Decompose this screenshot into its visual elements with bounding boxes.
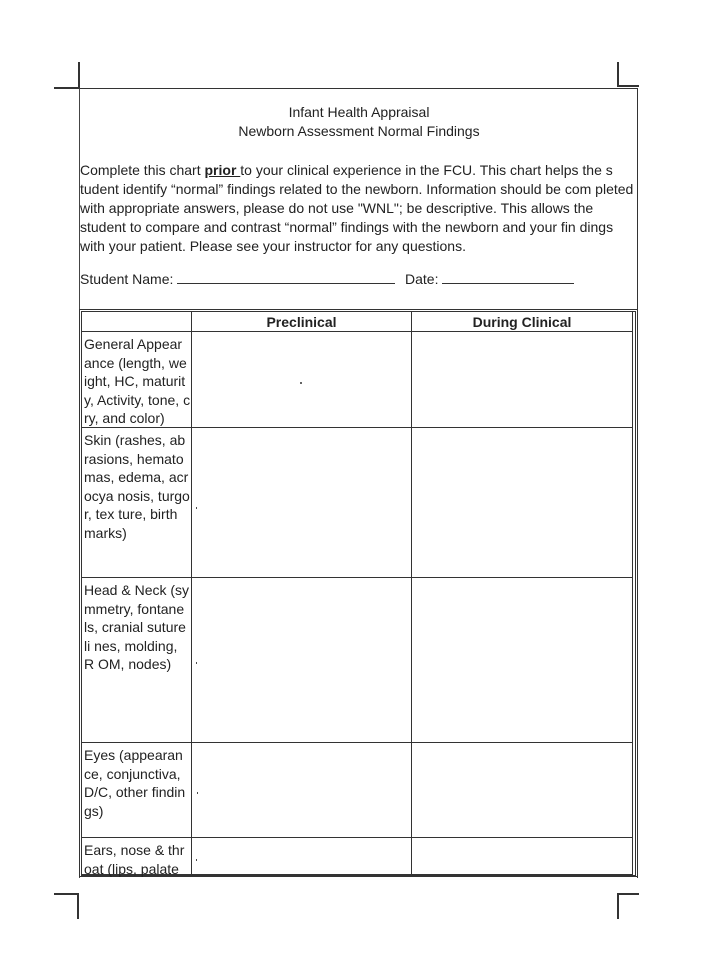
header-cell-empty [81, 311, 192, 332]
date-label: Date: [405, 271, 439, 287]
crop-mark-bottom-right-vertical [617, 893, 619, 919]
date-field [405, 271, 574, 287]
row-label-head-neck: Head & Neck (sy mmetry, fontane ls, cranial suture li nes, molding, R OM, nodes) [81, 577, 192, 743]
cell-ears-nose-throat-preclinical[interactable] [191, 837, 412, 875]
title-line-1: Infant Health Appraisal [288, 104, 430, 120]
crop-mark-top-left-vertical [78, 62, 80, 88]
stray-mark [196, 507, 197, 509]
instructions-text-rest: to your clinical experience in the FCU. This chart helps the s tudent identify “normal” findings related to the newborn. Information should be com pleted with appropriate answers, please do not use "WNL"; be descriptive. This allows the student to compare and contrast “normal” findings with the newborn and your fin dings with your patient. Please see your instructor for any questions. [80, 162, 634, 254]
crop-mark-top-left-horizontal [54, 87, 80, 89]
student-name-label: Student Name: [80, 271, 174, 287]
crop-mark-top-right-vertical [617, 62, 619, 86]
row-label-eyes: Eyes (appearan ce, conjunctiva, D/C, other findin gs) [81, 742, 192, 838]
cell-eyes-preclinical[interactable] [191, 742, 412, 838]
cell-skin-preclinical[interactable] [191, 427, 412, 578]
instructions-prior-emphasis: prior [204, 162, 241, 178]
row-label-general-appearance: General Appear ance (length, we ight, HC, maturit y, Activity, tone, cry, and color) [81, 331, 192, 428]
stray-mark [196, 859, 197, 861]
stray-mark [300, 382, 302, 384]
row-label-ears-nose-throat: Ears, nose & thr oat (lips, palate [81, 837, 192, 875]
crop-mark-bottom-right-horizontal [617, 893, 639, 895]
instructions-paragraph [80, 161, 638, 256]
crop-mark-bottom-left-horizontal [54, 893, 78, 895]
stray-mark [196, 662, 197, 664]
cell-head-neck-preclinical[interactable] [191, 577, 412, 743]
cell-general-appearance-clinical[interactable] [411, 331, 633, 428]
stray-mark [197, 792, 198, 794]
date-blank[interactable] [442, 272, 574, 284]
cell-general-appearance-preclinical[interactable] [191, 331, 412, 428]
cell-head-neck-clinical[interactable] [411, 577, 633, 743]
cell-eyes-clinical[interactable] [411, 742, 633, 838]
student-name-field [80, 271, 395, 287]
title-line-2: Newborn Assessment Normal Findings [238, 123, 480, 139]
cell-ears-nose-throat-clinical[interactable] [411, 837, 633, 875]
cell-skin-clinical[interactable] [411, 427, 633, 578]
crop-mark-bottom-left-vertical [77, 893, 79, 919]
header-during-clinical: During Clinical [411, 311, 633, 332]
instructions-text-start: Complete this chart [80, 162, 205, 178]
student-name-blank[interactable] [177, 272, 395, 284]
crop-mark-top-right-horizontal [617, 85, 639, 87]
document-title [79, 103, 639, 141]
row-label-skin: Skin (rashes, ab rasions, hemato mas, edema, acrocya nosis, turgor, tex ture, birth marks) [81, 427, 192, 578]
header-preclinical: Preclinical [191, 311, 412, 332]
